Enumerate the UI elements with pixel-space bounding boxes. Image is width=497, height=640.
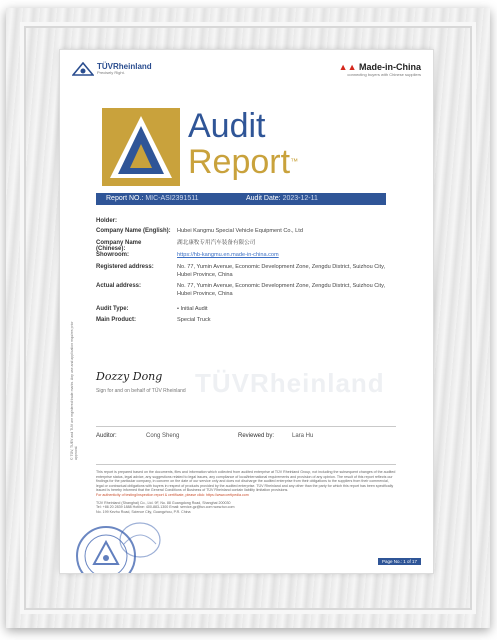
registered-address-label: Registered address: (96, 264, 154, 270)
actual-address-value: No. 77, Yumin Avenue, Economic Development Zone, Zengdu District, Suizhou City, Hubei Province, China (177, 283, 386, 297)
reviewer-name: Lara Hu (292, 433, 314, 439)
company-chinese-label: Company Name (Chinese): (96, 240, 142, 252)
divider-top (96, 426, 396, 427)
verification-note: For authenticity of testing/inspection report & certificate, please click: https://www.certipedia.com (96, 492, 249, 497)
actual-address-label: Actual address: (96, 283, 142, 289)
tuv-tagline: Precisely Right. (97, 70, 125, 75)
main-product-value: Special Truck (177, 317, 211, 323)
showroom-label: Showroom: (96, 252, 129, 258)
report-title-bar (96, 193, 386, 205)
auditor-label: Auditor: (96, 433, 117, 439)
audit-report-page (60, 50, 433, 573)
made-in-china-logo (339, 62, 421, 77)
reviewer-label: Reviewed by: (238, 433, 275, 439)
company-stamp-icon (118, 520, 162, 560)
audit-type-value: • Initial Audit (177, 306, 208, 312)
audit-report-emblem-icon (102, 108, 180, 186)
divider-bottom (96, 464, 396, 465)
company-english-label: Company Name (English): (96, 228, 171, 234)
heading-audit: Audit (188, 107, 266, 145)
tuv-watermark: TÜVRheinland (195, 368, 385, 398)
tuv-rheinland-logo (72, 62, 152, 76)
address-line-1: TÜV Rheinland (Shanghai) Co., Ltd. 9F, No. 88 Guangdong Road, Shanghai 200030 (96, 500, 231, 505)
signature-caption: Sign for and on behalf of TÜV Rheinland (96, 388, 186, 394)
disclaimer-text: This report is prepared based on the documents, files and information which collected from audited enterprise at TÜV Rheinland Group, not including the subsequent changes of the audited enterprise status, legal advice, any suggestions related to legal issues, any compliance of local/international requirements and provision of any opinion. The result of this report reflects our findings for the particular company, in concern on the date of our service only and does not discharge the audited enterprise from their obligations to the suppliers from their commercial, legal or contractual obligations with buyers in respect of products provided by the audited enterprise. TÜV Rheinland and any other than the party for which this report has been specifically issued is hereby informed that the General Conditions of Business of TÜV Rheinland contain liability limitation provisions. For authenticity of testing/inspection report & certificate, please click: https://www.certipedia.com TÜV Rheinland (Shanghai) Co., Ltd. 9F, No. 88 Guangdong Road, Shanghai 200030 Tel: +86 20 2839 1888 Hotline: 400-883-1300 Email: service-gz@tuv.com www.tuv.com No. 199 Kezhu Road, Science City, Guangzhou, P.R. China (96, 470, 396, 514)
heading-report: Report™ (188, 143, 299, 181)
holder-label: Holder: (96, 218, 117, 224)
address-line-2: Tel: +86 20 2839 1888 Hotline: 400-883-1300 Email: service-gz@tuv.com www.tuv.com (96, 505, 235, 510)
showroom-link[interactable]: https://hb-kangmu.en.made-in-china.com (177, 252, 279, 258)
mic-brand-name: Made-in-China (359, 62, 421, 72)
company-chinese-value: 湖北康牧专用汽车装备有限公司 (177, 240, 256, 246)
tuv-brand-name: TÜVRheinland (97, 62, 152, 71)
audit-type-label: Audit Type: (96, 306, 129, 312)
page-number-badge: Page No.: 1 of 17 (378, 558, 421, 565)
audit-date: Audit Date: 2023-12-11 (246, 195, 318, 202)
tuv-triangle-icon (72, 62, 94, 76)
auditor-name: Cong Sheng (146, 433, 180, 439)
main-product-label: Main Product: (96, 317, 136, 323)
address-line-3: No. 199 Kezhu Road, Science City, Guangzhou, P.R. China (96, 509, 191, 514)
report-number: Report NO.: MIC-ASI2391511 (106, 195, 199, 202)
registered-address-value: No. 77, Yumin Avenue, Economic Development Zone, Zengdu District, Suizhou City, Hubei Province, China (177, 264, 386, 278)
signature: Dozzy Dong (96, 370, 163, 383)
company-english-value: Hubei Kangmu Special Vehicle Equipment Co., Ltd (177, 228, 303, 234)
mic-tagline: connecting buyers with Chinese suppliers (347, 72, 421, 77)
mic-m-icon: ▲▲ (338, 62, 357, 72)
trademark-side-note: © TÜV, TUEV and TUV are registered trade marks. Any use and application requires prior approval. (70, 321, 78, 460)
